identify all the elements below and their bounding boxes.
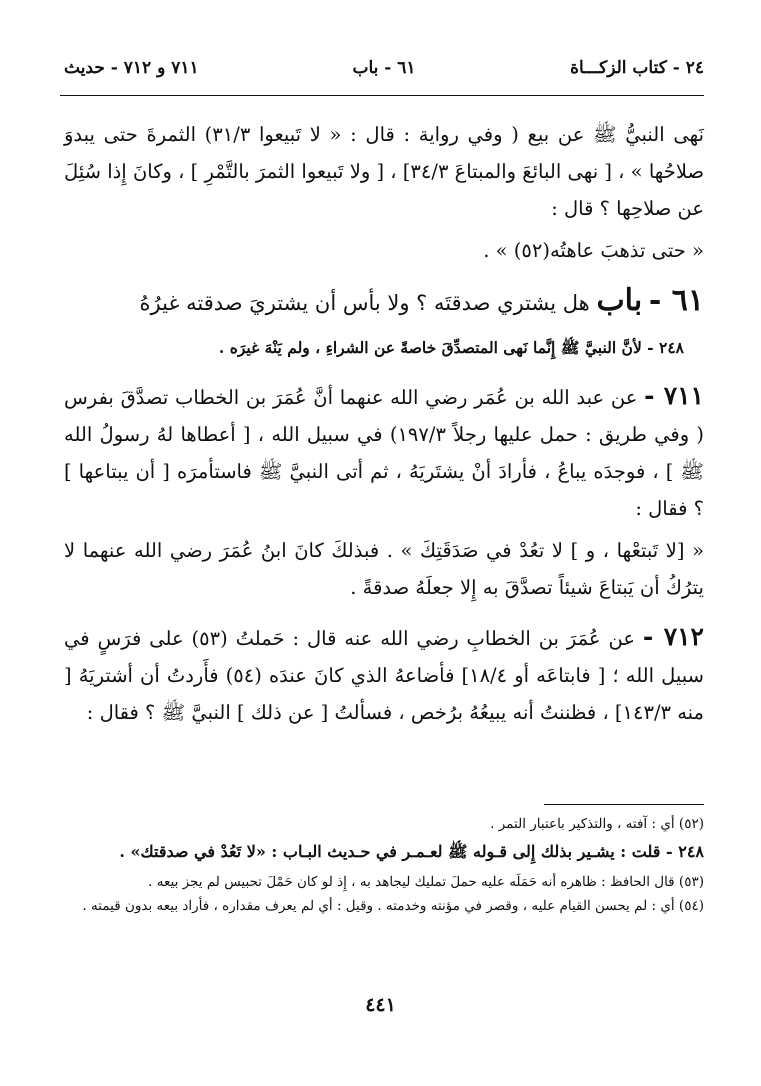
footnotes — [64, 812, 704, 918]
header-divider — [60, 95, 704, 96]
running-header — [64, 58, 704, 88]
chapter-note-248: ٢٤٨ - لأنَّ النبيَّ ﷺ إِنَّما نَهى المتصدِّقَ خاصةً عن الشراءِ ، ولم يَنْهَ غيرَه . — [218, 338, 684, 357]
paragraph-blight: « حتى تذهبَ عاهتُه(٥٢) » . — [483, 239, 704, 262]
header-hadith-range: ٧١١ و ٧١٢ - حديث — [64, 58, 199, 78]
main-text — [64, 116, 704, 736]
page-number: ٤٤١ — [365, 994, 396, 1016]
footnote-53: (٥٣) قال الحافظ : ظاهره أنه حَمَلَه عليه حملَ تمليك ليجاهد به ، إِذ لو كان حَمْلَ تحبيس لم يجز بيعه . — [148, 874, 704, 890]
chapter-number: ٦١ - — [648, 283, 704, 318]
chapter-heading — [64, 281, 704, 323]
hadith-712-text: عن عُمَرَ بن الخطابِ رضي الله عنه قال : حَملتُ (٥٣) على فرَسٍ في سبيل الله ؛ [ فابتاعَه أو ١٨/٤] فأضاعهُ الذي كانَ عندَه (٥٤) فأَردتُ أن أشتريَهُ [ منه ١٤٣/٣] ، فظننتُ أنه يبيعُهُ برُخص ، فسألتُ [ عن ذلك ] النبيَّ ﷺ ؟ فقال : — [64, 627, 704, 724]
footnote-54: (٥٤) أي : لم يحسن القيام عليه ، وقصر في مؤنته وخدمته . وقيل : أي لم يعرف مقداره ، فأراد بيعه بدون قيمته . — [82, 898, 704, 914]
header-book-title: ٢٤ - كتاب الزكـــاة — [570, 58, 704, 78]
hadith-711 — [64, 377, 704, 527]
hadith-712 — [64, 618, 704, 731]
footnote-52: (٥٢) أي : آفته ، والتذكير باعتبار التمر . — [490, 816, 704, 832]
footnote-divider — [544, 804, 704, 805]
chapter-word: باب — [596, 283, 643, 318]
hadith-711-text: عن عبد الله بن عُمَر رضي الله عنهما أنَّ عُمَرَ بن الخطاب تصدَّقَ بفرس ( وفي طريق : حمل عليها رجلاً ١٩٧/٣) في سبيل الله ، [ أعطاها لهُ رسولُ الله ﷺ ] ، فوجدَه يباعُ ، فأرادَ أنْ يشتَريَهُ ، ثم أتى النبيَّ ﷺ فاستأمرَه [ أن يبتاعها ] ؟ فقال : — [64, 386, 704, 520]
hadith-711-number: ٧١١ - — [644, 381, 704, 410]
paragraph-do-not-return: « [لا تَبتعْها ، و ] لا تعُدْ في صَدَقَتِكَ » . فبذلكَ كانَ ابنُ عُمَرَ رضي الله عنهما لا يترُكُ أن يَبتاعَ شيئاً تصدَّقَ به إِلا جعلَهُ صدقةً . — [64, 539, 704, 599]
header-chapter: ٦١ - باب — [352, 58, 416, 78]
footnote-248: ٢٤٨ - قلت : يشـير بذلك إِلى قـوله ﷺ لعـمـر في حـديث البـاب : «لا تَعُدْ في صدقتك» . — [119, 842, 704, 861]
paragraph-fruit-sale: نَهى النبيُّ ﷺ عن بيع ( وفي رواية : قال : « لا تَبيعوا ٣١/٣) الثمرةَ حتى يبدوَ صلاحُها » ، [ نهى البائعَ والمبتاعَ ٣٤/٣] ، [ ولا تَبيعوا الثمرَ بالتَّمْرِ ] ، وكانَ إِذا سُئِلَ عن صلاحِها ؟ قال : — [64, 123, 705, 220]
chapter-title: هل يشتري صدقتَه ؟ ولا بأس أن يشتريَ صدقته غيرُهُ — [139, 291, 590, 315]
hadith-712-number: ٧١٢ - — [642, 622, 704, 651]
